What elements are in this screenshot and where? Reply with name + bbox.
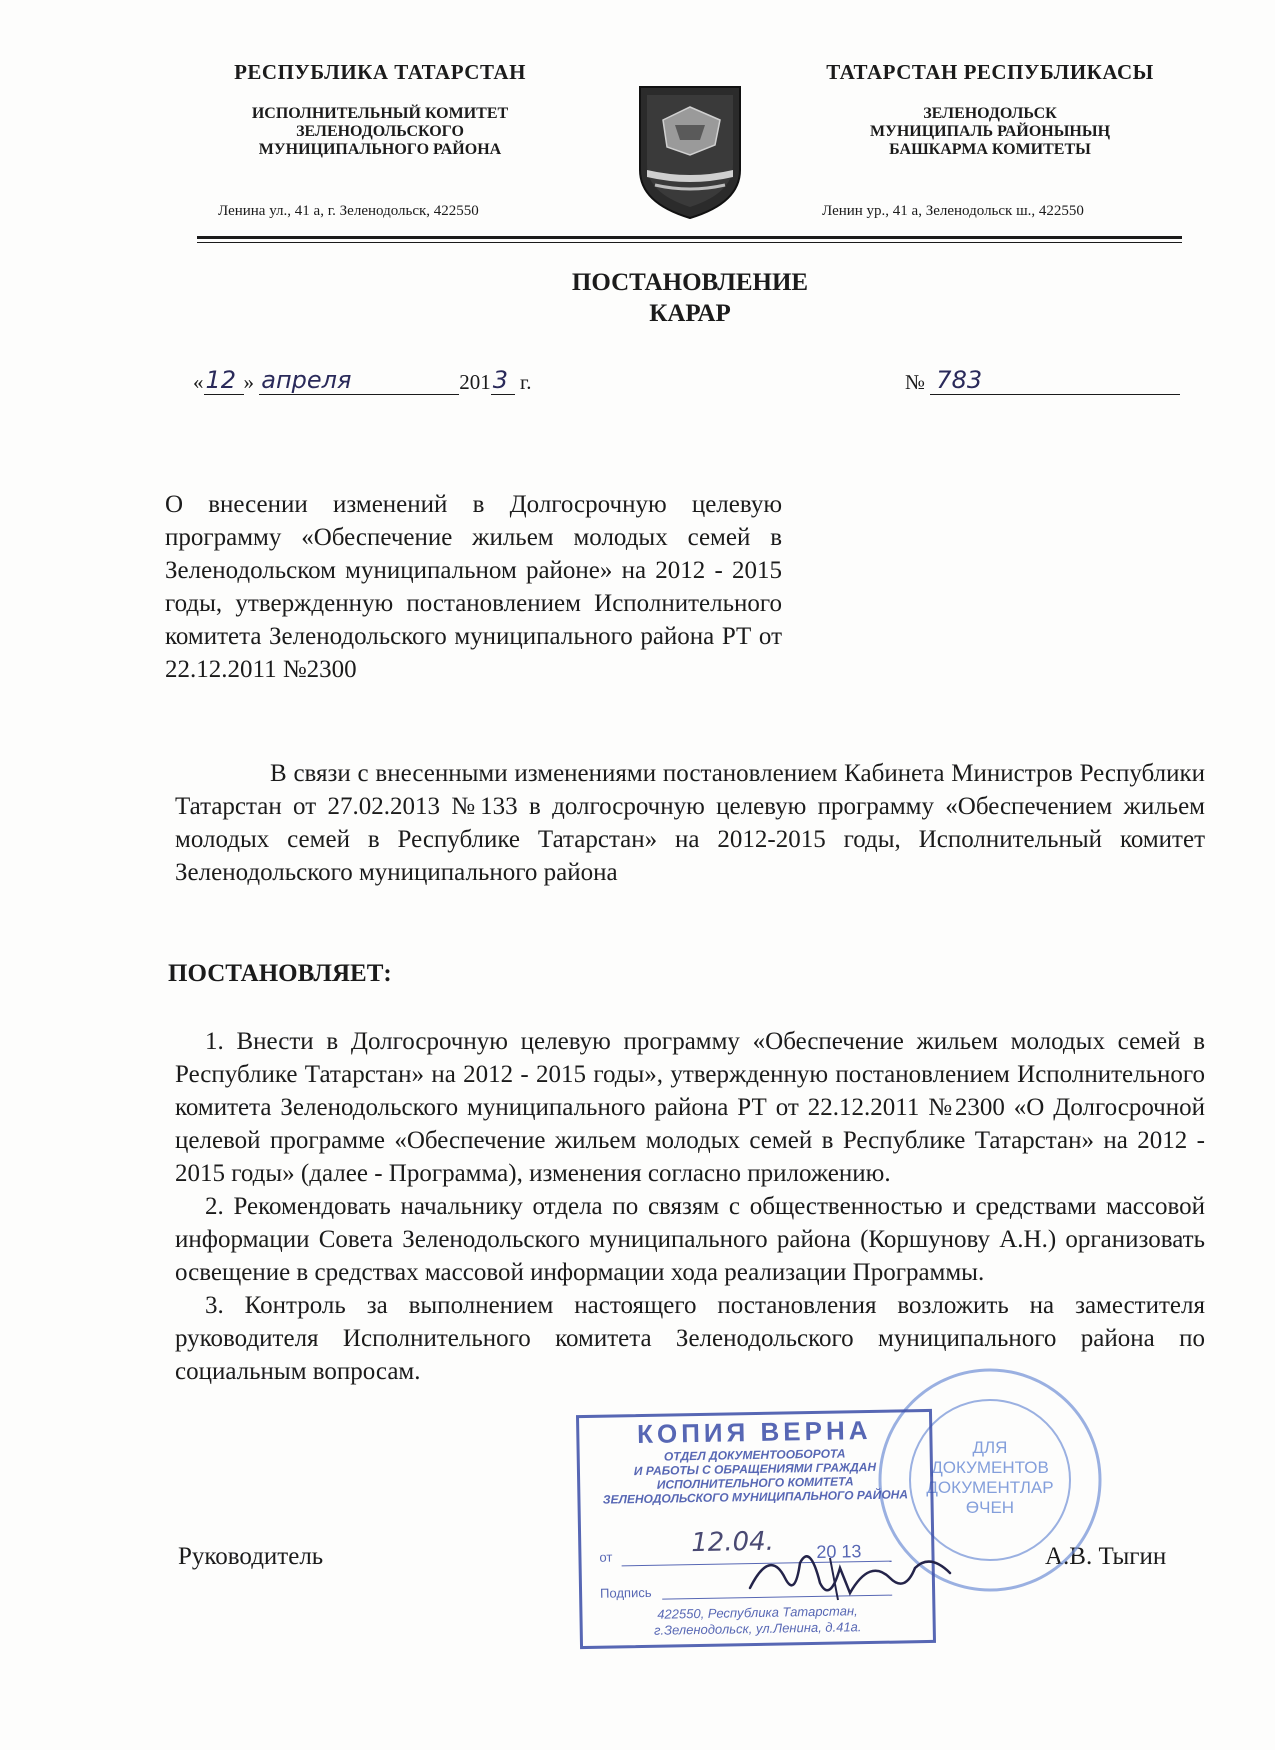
signatory-name: А.В. Тыгин [1045,1543,1167,1570]
header-right-title: ТАТАРСТАН РЕСПУБЛИКАСЫ [826,60,1154,84]
decree-word: ПОСТАНОВЛЯЕТ: [168,960,392,987]
stamp-line: И РАБОТЫ С ОБРАЩЕНИЯМИ ГРАЖДАН [633,1459,877,1479]
date-day-field [204,366,244,395]
date-year-prefix: 201 [459,370,491,394]
stamp-year: 20 13 [816,1541,862,1562]
number-label: № [905,370,926,394]
round-stamp-line: ӨЧЕН [965,1498,1015,1517]
date-year-handwritten: 3 [492,366,509,394]
handwritten-signature [740,1538,960,1608]
header-right-org-line: МУНИЦИПАЛЬ РАЙОНЫНЫҢ [869,123,1111,140]
copy-certified-stamp [576,1409,936,1649]
header-divider-thin [197,242,1182,243]
stamp-title: КОПИЯ ВЕРНА [636,1414,872,1450]
header-right [790,60,1190,159]
document-type-ru: ПОСТАНОВЛЕНИЕ [571,269,809,296]
header-left-org-line: ИСПОЛНИТЕЛЬНЫЙ КОМИТЕТ [251,105,509,122]
header-left [190,60,570,159]
date-month-field [259,366,459,395]
stamp-line: ОТДЕЛ ДОКУМЕНТООБОРОТА [663,1446,846,1464]
header-left-address: Ленина ул., 41 а, г. Зеленодольск, 422550 [218,203,479,219]
header-right-address: Ленин ур., 41 а, Зеленодольск ш., 422550 [822,203,1084,219]
header-left-org [190,105,570,159]
round-stamp-line: ДОКУМЕНТОВ [931,1458,1049,1477]
stamp-from-label: от [599,1549,613,1565]
date-close-quote: » [243,370,254,394]
stamp-line: ЗЕЛЕНОДОЛЬСКОГО МУНИЦИПАЛЬНОГО РАЙОНА [602,1487,909,1507]
date-day-handwritten: 12 [205,366,237,394]
number-field [930,366,1180,395]
date-month-handwritten: апреля [261,366,352,394]
date-suffix: г. [520,370,532,394]
stamp-date-handwritten: 12.04. [690,1526,775,1559]
decree-items [175,1025,1205,1388]
document-subject: О внесении изменений в Долгосрочную целевую программу «Обеспечение жильем молодых семей в Зеленодольском муниципальном районе» на 2012 - 2015 годы, утвержденную постановлением Исполнительного комитета Зеленодольского муниципального района РТ от 22.12.2011 №2300 [165,491,782,683]
stamp-line: ИСПОЛНИТЕЛЬНОГО КОМИТЕТА [656,1474,854,1492]
date-open-quote: « [193,370,204,394]
signatory-title: Руководитель [178,1543,324,1570]
decree-item: 2. Рекомендовать начальнику отдела по связям с общественностью и средствами массовой информации Совета Зеленодольского муниципального района (Коршунову А.Н.) организовать освещение в средствах массовой информации хода реализации Программы. [175,1193,1205,1286]
header-right-org [790,105,1190,159]
decree-item: 3. Контроль за выполнением настоящего постановления возложить на заместителя руководителя Исполнительного комитета Зеленодольского муниципального района по социальным вопросам. [175,1292,1205,1385]
number-handwritten: 783 [936,366,983,394]
document-number [905,366,1180,395]
date-year-field [491,366,515,395]
header-left-title: РЕСПУБЛИКА ТАТАРСТАН [234,60,526,84]
header-right-org-line: ЗЕЛЕНОДОЛЬСК [923,105,1057,122]
header-divider-thick [197,236,1182,239]
stamp-footer-line: 422550, Республика Татарстан, [657,1603,858,1622]
header-left-org-line: ЗЕЛЕНОДОЛЬСКОГО [296,123,464,140]
round-stamp-line: ДОКУМЕНТЛАР [926,1478,1054,1497]
stamp-footer-line: г.Зеленодольск, ул.Ленина, д.41а. [653,1619,862,1638]
coat-of-arms-emblem [635,85,745,220]
document-type [0,267,1275,329]
decree-item: 1. Внести в Долгосрочную целевую программу «Обеспечение жильем молодых семей в Республике Татарстан» на 2012 - 2015 годы», утвержденную постановлением Исполнительного комитета Зеленодольского муниципального района РТ от 22.12.2011 №2300 «О Долгосрочной целевой программе «Обеспечение жильем молодых семей в Республике Татарстан» на 2012 - 2015 годы» (далее - Программа), изменения согласно приложению. [175,1028,1205,1187]
document-type-tt: КАРАР [649,300,731,327]
document-date [193,366,532,395]
header-left-org-line: МУНИЦИПАЛЬНОГО РАЙОНА [258,141,502,158]
stamp-sign-label: Подпись [599,1584,652,1601]
header-right-org-line: БАШКАРМА КОМИТЕТЫ [889,141,1091,158]
round-stamp-line: ДЛЯ [972,1438,1008,1457]
intro-paragraph: В связи с внесенными изменениями постановлением Кабинета Министров Республики Татарстан от 27.02.2013 №133 в долгосрочную целевую программу «Обеспечением жильем молодых семей в Республике Татарстан» на 2012-2015 годы, Исполнительный комитет Зеленодольского муниципального района [175,760,1205,886]
